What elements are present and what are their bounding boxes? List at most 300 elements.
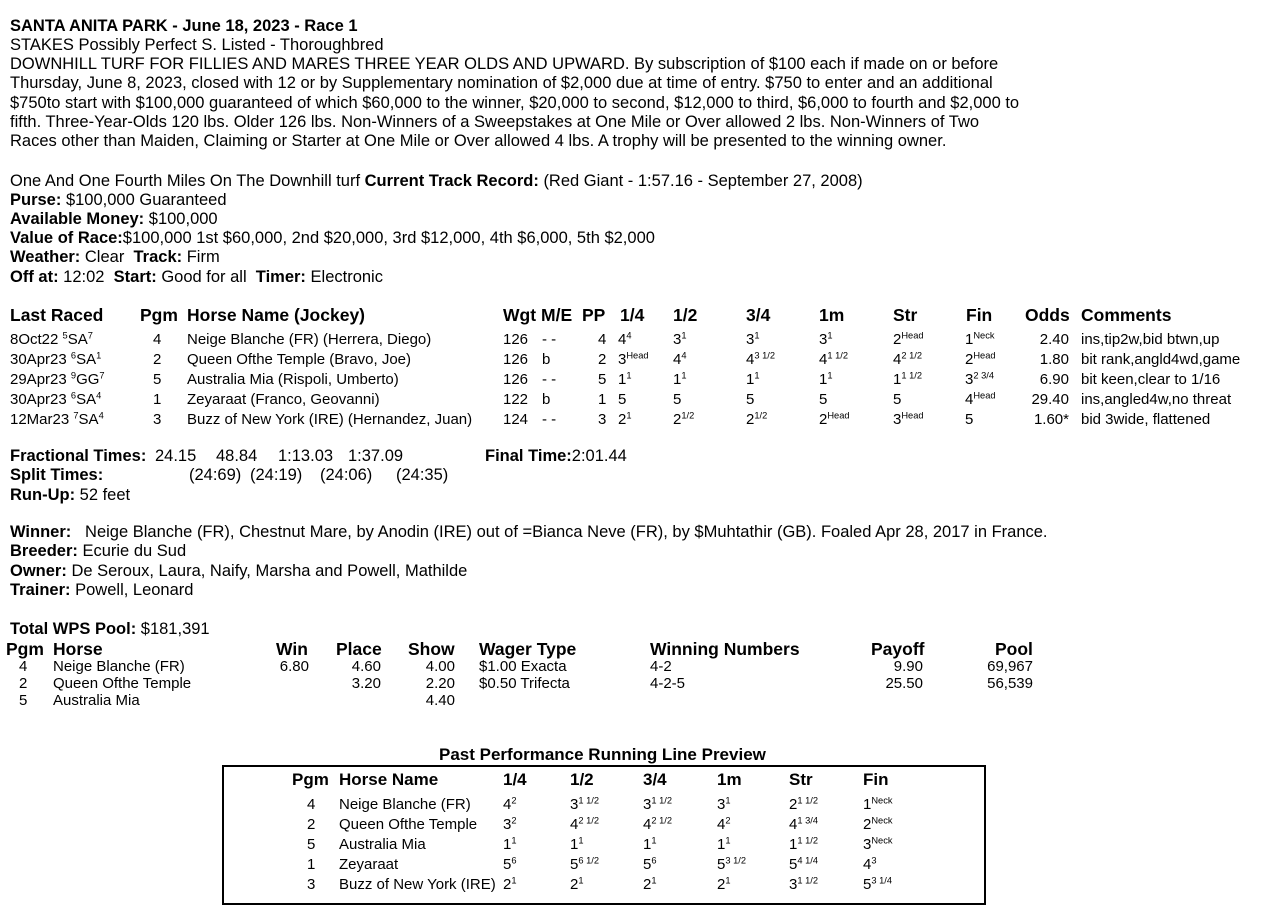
pp-finish-pos: 1 — [863, 796, 872, 813]
weather: Clear — [84, 248, 125, 266]
last-raced-track: SA — [78, 411, 99, 428]
weight: 126 — [503, 351, 529, 368]
last-raced — [10, 391, 101, 408]
pp-quarter — [503, 876, 517, 893]
call-mile-pos: 5 — [819, 391, 828, 408]
call-finish-margin: Head — [973, 350, 996, 361]
last-raced-date: 30Apr23 — [10, 351, 67, 368]
last-raced-track: SA — [76, 391, 97, 408]
last-raced-position: 7 — [99, 370, 105, 381]
final-time-label: Final Time: — [485, 447, 572, 465]
split-2: (24:19) — [250, 466, 303, 484]
wager-col-type: Wager Type — [479, 639, 577, 659]
call-finish-pos: 5 — [965, 411, 974, 428]
call-quarter-pos: 5 — [618, 391, 627, 408]
col-pp: PP — [582, 305, 606, 325]
call-quarter — [618, 411, 632, 428]
post-position: 1 — [598, 391, 607, 408]
col-three-quarter: 3/4 — [746, 305, 771, 325]
pp-three-quarter-margin: 6 — [651, 855, 657, 866]
pp-quarter-margin: 6 — [511, 855, 517, 866]
start: Good for all — [161, 268, 247, 286]
wps-show: 4.00 — [425, 658, 455, 675]
col-me: M/E — [541, 305, 573, 325]
call-finish — [965, 411, 973, 428]
call-mile-margin: 1 — [827, 330, 833, 341]
call-half-pos: 4 — [673, 351, 682, 368]
value-line — [10, 229, 655, 248]
last-raced — [10, 371, 105, 388]
trainer-line — [10, 581, 193, 600]
call-quarter — [618, 391, 626, 408]
payoff: 25.50 — [885, 675, 923, 692]
split-times — [10, 466, 103, 485]
pp-three-quarter — [643, 856, 657, 873]
trainer-label: Trainer: — [10, 581, 71, 599]
track-record-label: Current Track Record: — [364, 172, 539, 190]
call-finish — [965, 351, 996, 368]
pp-col-pgm: Pgm — [292, 770, 329, 789]
fractional-times — [10, 447, 146, 466]
pp-col-three-quarter: 3/4 — [643, 770, 667, 789]
wps-pgm: 5 — [19, 692, 28, 709]
call-finish-pos: 1 — [965, 331, 974, 348]
call-half — [673, 331, 687, 348]
pp-stretch-margin: 4 1/4 — [797, 855, 819, 866]
call-three-quarter — [746, 391, 754, 408]
call-three-quarter — [746, 411, 767, 428]
pool-line — [10, 620, 210, 639]
pp-quarter-margin: 1 — [511, 835, 517, 846]
pp-stretch-pos: 2 — [789, 796, 798, 813]
pp-mile — [717, 876, 731, 893]
pp-horse: Neige Blanche (FR) — [339, 796, 471, 813]
wps-win: 6.80 — [279, 658, 309, 675]
last-raced-date: 12Mar23 — [10, 411, 70, 428]
pp-quarter — [503, 836, 517, 853]
wps-horse: Neige Blanche (FR) — [53, 658, 185, 675]
split-3: (24:06) — [320, 466, 373, 484]
col-quarter: 1/4 — [620, 305, 645, 325]
pp-horse: Buzz of New York (IRE) — [339, 876, 496, 893]
call-finish-margin: Neck — [973, 330, 995, 341]
pp-half — [570, 816, 599, 833]
wager-col-pool: Pool — [995, 639, 1033, 659]
runup-line — [10, 486, 130, 505]
call-three-quarter-pos: 4 — [746, 351, 755, 368]
pp-stretch-margin: 1 3/4 — [797, 815, 819, 826]
pp-half-pos: 4 — [570, 816, 579, 833]
call-finish-pos: 4 — [965, 391, 974, 408]
pp-stretch-pos: 3 — [789, 876, 798, 893]
col-finish: Fin — [966, 305, 993, 325]
post-position: 4 — [598, 331, 607, 348]
race-subtitle: STAKES Possibly Perfect S. Listed - Thoroughbred — [10, 36, 384, 54]
col-comments: Comments — [1081, 305, 1172, 325]
col-pgm: Pgm — [140, 305, 178, 325]
pp-half — [570, 836, 584, 853]
call-half-margin: 1/2 — [681, 410, 695, 421]
call-half-pos: 5 — [673, 391, 682, 408]
pp-finish — [863, 856, 877, 873]
call-stretch-pos: 2 — [893, 331, 902, 348]
wps-place: 3.20 — [351, 675, 381, 692]
pp-title: Past Performance Running Line Preview — [439, 745, 766, 764]
pp-quarter — [503, 856, 517, 873]
pp-three-quarter — [643, 836, 657, 853]
last-raced-track: SA — [76, 351, 97, 368]
pp-mile — [717, 856, 746, 873]
last-raced — [10, 351, 101, 368]
wager-pool: 69,967 — [987, 658, 1033, 675]
call-stretch-margin: 1 1/2 — [901, 370, 923, 381]
wps-pgm: 4 — [19, 658, 28, 675]
fractional-label: Fractional Times: — [10, 447, 147, 465]
program-number: 2 — [153, 351, 162, 368]
call-finish-margin: 2 3/4 — [973, 370, 995, 381]
call-finish-pos: 3 — [965, 371, 974, 388]
pp-three-quarter-pos: 3 — [643, 796, 652, 813]
odds: 1.80 — [1039, 351, 1069, 368]
col-wgt: Wgt — [503, 305, 537, 325]
pp-pgm: 4 — [307, 796, 316, 813]
pp-mile — [717, 796, 731, 813]
owner-label: Owner: — [10, 562, 67, 580]
last-raced-position: 4 — [96, 390, 102, 401]
winner-line — [10, 523, 1048, 542]
pp-three-quarter-pos: 4 — [643, 816, 652, 833]
pp-half — [570, 876, 584, 893]
off-label: Off at: — [10, 268, 59, 286]
last-raced-position: 1 — [96, 350, 102, 361]
med-equip: b — [542, 391, 551, 408]
pp-finish — [863, 796, 893, 813]
pp-mile — [717, 816, 731, 833]
pp-finish-margin: 3 1/4 — [871, 875, 893, 886]
pp-horse: Australia Mia — [339, 836, 426, 853]
last-raced-date: 30Apr23 — [10, 391, 67, 408]
last-raced — [10, 411, 104, 428]
horse-jockey: Buzz of New York (IRE) (Hernandez, Juan) — [187, 411, 473, 428]
pp-mile-margin: 1 — [725, 795, 731, 806]
pp-mile-pos: 4 — [717, 816, 726, 833]
pp-mile-pos: 1 — [717, 836, 726, 853]
runup-label: Run-Up: — [10, 486, 76, 504]
pp-stretch — [789, 856, 818, 873]
pp-three-quarter — [643, 816, 672, 833]
wps-place: 4.60 — [351, 658, 381, 675]
fraction-4: 1:37.09 — [348, 447, 404, 465]
call-three-quarter-margin: 3 1/2 — [754, 350, 776, 361]
call-finish — [965, 391, 996, 408]
pp-half-pos: 1 — [570, 836, 579, 853]
pp-pgm: 1 — [307, 856, 316, 873]
pp-mile-margin: 1 — [725, 835, 731, 846]
winner-label: Winner: — [10, 523, 72, 541]
pp-half-pos: 3 — [570, 796, 579, 813]
comment: bit keen,clear to 1/16 — [1081, 371, 1221, 388]
last-raced-track: SA — [67, 331, 88, 348]
conditions-line — [10, 248, 220, 267]
call-finish-margin: Head — [973, 390, 996, 401]
purse-line — [10, 191, 227, 210]
pp-mile-margin: 1 — [725, 875, 731, 886]
pp-half-margin: 1 — [578, 875, 584, 886]
pool-label: Total WPS Pool: — [10, 620, 137, 638]
horse-jockey: Zeyaraat (Franco, Geovanni) — [187, 391, 380, 408]
weight: 124 — [503, 411, 529, 428]
col-half: 1/2 — [673, 305, 698, 325]
call-stretch — [893, 331, 924, 348]
pp-stretch-margin: 1 1/2 — [797, 875, 819, 886]
call-three-quarter-pos: 5 — [746, 391, 755, 408]
pp-half — [570, 856, 599, 873]
call-half-margin: 4 — [681, 350, 687, 361]
fraction-2: 48.84 — [216, 447, 258, 465]
available-money: $100,000 — [148, 210, 218, 228]
breeder: Ecurie du Sud — [82, 542, 187, 560]
odds: 2.40 — [1039, 331, 1069, 348]
pp-quarter-pos: 3 — [503, 816, 512, 833]
pp-three-quarter — [643, 796, 672, 813]
call-mile-margin: Head — [827, 410, 850, 421]
call-three-quarter-pos: 1 — [746, 371, 755, 388]
call-three-quarter — [746, 371, 760, 388]
horse-jockey: Australia Mia (Rispoli, Umberto) — [187, 371, 399, 388]
last-raced-position: 7 — [87, 330, 93, 341]
call-quarter-margin: 1 — [626, 370, 632, 381]
pp-half-pos: 2 — [570, 876, 579, 893]
call-three-quarter-margin: 1 — [754, 330, 760, 341]
owner-line — [10, 562, 467, 581]
program-number: 5 — [153, 371, 162, 388]
last-raced-date: 29Apr23 — [10, 371, 67, 388]
call-mile-margin: 1 — [827, 370, 833, 381]
split-label: Split Times: — [10, 466, 104, 484]
call-finish-pos: 2 — [965, 351, 974, 368]
wps-horse: Queen Ofthe Temple — [53, 675, 192, 692]
pp-quarter-margin: 2 — [511, 795, 517, 806]
pp-stretch-pos: 5 — [789, 856, 798, 873]
pp-col-half: 1/2 — [570, 770, 594, 789]
pp-pgm: 2 — [307, 816, 316, 833]
call-quarter — [618, 351, 649, 368]
horse-jockey: Queen Ofthe Temple (Bravo, Joe) — [187, 351, 412, 368]
pp-quarter — [503, 796, 517, 813]
pp-finish-margin: Neck — [871, 795, 893, 806]
col-mile: 1m — [819, 305, 845, 325]
pp-horse: Queen Ofthe Temple — [339, 816, 478, 833]
pp-quarter-margin: 2 — [511, 815, 517, 826]
weight: 126 — [503, 331, 529, 348]
available-money-label: Available Money: — [10, 210, 145, 228]
call-mile-pos: 3 — [819, 331, 828, 348]
pp-mile-margin: 2 — [725, 815, 731, 826]
call-three-quarter — [746, 351, 775, 368]
pp-half-margin: 6 1/2 — [578, 855, 600, 866]
pp-half-pos: 5 — [570, 856, 579, 873]
call-quarter-margin: Head — [626, 350, 649, 361]
wps-show: 4.40 — [425, 692, 455, 709]
post-position: 5 — [598, 371, 607, 388]
call-three-quarter-pos: 3 — [746, 331, 755, 348]
call-half — [673, 371, 687, 388]
wager-type: $1.00 Exacta — [479, 658, 567, 675]
pp-quarter-pos: 4 — [503, 796, 512, 813]
post-position: 2 — [598, 351, 607, 368]
breeder-line — [10, 542, 186, 561]
breeder-label: Breeder: — [10, 542, 78, 560]
fraction-1: 24.15 — [155, 447, 197, 465]
call-half-pos: 2 — [673, 411, 682, 428]
program-number: 1 — [153, 391, 162, 408]
pp-stretch — [789, 816, 818, 833]
call-mile — [819, 411, 850, 428]
call-stretch-pos: 3 — [893, 411, 902, 428]
pp-half-margin: 2 1/2 — [578, 815, 600, 826]
wager-col-place: Place — [336, 639, 382, 659]
odds: 6.90 — [1039, 371, 1069, 388]
call-half-margin: 1 — [681, 330, 687, 341]
wager-pool: 56,539 — [987, 675, 1033, 692]
wager-col-win: Win — [276, 639, 308, 659]
pp-three-quarter-margin: 1 — [651, 875, 657, 886]
pp-stretch-margin: 1 1/2 — [797, 835, 819, 846]
pp-three-quarter-margin: 1 — [651, 835, 657, 846]
value-label: Value of Race: — [10, 229, 123, 247]
start-line — [10, 268, 383, 287]
odds: 29.40 — [1031, 391, 1069, 408]
horse-jockey: Neige Blanche (FR) (Herrera, Diego) — [187, 331, 432, 348]
pp-finish-margin: Neck — [871, 835, 893, 846]
call-stretch-pos: 5 — [893, 391, 902, 408]
pp-stretch-margin: 1 1/2 — [797, 795, 819, 806]
call-half-margin: 1 — [681, 370, 687, 381]
track-condition: Firm — [186, 248, 220, 266]
pp-horse: Zeyaraat — [339, 856, 399, 873]
available-money-line — [10, 210, 218, 229]
call-three-quarter-margin: 1 — [754, 370, 760, 381]
call-stretch-pos: 4 — [893, 351, 902, 368]
pp-finish — [863, 816, 893, 833]
pp-stretch — [789, 876, 818, 893]
wager-col-horse: Horse — [53, 639, 103, 659]
split-1: (24:69) — [189, 466, 242, 484]
track-record: (Red Giant - 1:57.16 - September 27, 2008) — [543, 172, 863, 190]
pp-finish-margin: 3 — [871, 855, 877, 866]
pp-col-stretch: Str — [789, 770, 813, 789]
trainer: Powell, Leonard — [75, 581, 194, 599]
call-mile-margin: 1 1/2 — [827, 350, 849, 361]
wager-col-show: Show — [408, 639, 455, 659]
call-stretch — [893, 411, 924, 428]
comment: bit rank,angld4wd,game — [1081, 351, 1241, 368]
pp-stretch — [789, 796, 818, 813]
wager-type: $0.50 Trifecta — [479, 675, 570, 692]
purse-label: Purse: — [10, 191, 62, 209]
call-mile-pos: 2 — [819, 411, 828, 428]
pp-col-finish: Fin — [863, 770, 889, 789]
call-mile-pos: 4 — [819, 351, 828, 368]
call-three-quarter-margin: 1/2 — [754, 410, 768, 421]
med-equip: - - — [542, 411, 557, 428]
call-stretch-margin: Head — [901, 330, 924, 341]
program-number: 3 — [153, 411, 162, 428]
weight: 122 — [503, 391, 529, 408]
pp-quarter-pos: 5 — [503, 856, 512, 873]
timer: Electronic — [310, 268, 383, 286]
col-last-raced: Last Raced — [10, 305, 104, 325]
last-raced-track: GG — [76, 371, 100, 388]
pp-stretch-pos: 1 — [789, 836, 798, 853]
call-stretch — [893, 351, 922, 368]
call-quarter-pos: 2 — [618, 411, 627, 428]
comment: ins,angled4w,no threat — [1081, 391, 1232, 408]
pp-mile-pos: 2 — [717, 876, 726, 893]
pp-three-quarter-margin: 1 1/2 — [651, 795, 673, 806]
pp-finish-pos: 4 — [863, 856, 872, 873]
pp-col-horse: Horse Name — [339, 770, 439, 789]
race-conditions: DOWNHILL TURF FOR FILLIES AND MARES THREE YEAR OLDS AND UPWARD. By subscription of $100 each if made on or before Thursday, June 8, 2023, closed with 12 or by Supplementary nomination of $2,000 due at time of entry. $750 to enter and an additional $750to start with $100,000 guaranteed of which $60,000 to the winner, $20,000 to second, $12,000 to third, $6,000 to fourth and $2,000 to fifth. Three-Year-Olds 120 lbs. Older 126 lbs. Non-Winners of a Sweepstakes at One Mile or Over allowed 2 lbs. Non-Winners of Two Races other than Maiden, Claiming or Starter at One Mile or Over allowed 4 lbs. A trophy will be presented to the winning owner. — [10, 55, 1020, 151]
call-mile — [819, 331, 833, 348]
med-equip: - - — [542, 331, 557, 348]
winning-numbers: 4-2-5 — [650, 675, 686, 692]
pp-three-quarter-margin: 2 1/2 — [651, 815, 673, 826]
pp-finish — [863, 836, 893, 853]
call-quarter-pos: 3 — [618, 351, 627, 368]
pp-finish-pos: 2 — [863, 816, 872, 833]
distance: One And One Fourth Miles On The Downhill turf — [10, 172, 361, 190]
odds: 1.60* — [1033, 411, 1069, 428]
last-raced-race: 6 — [70, 350, 77, 361]
wager-col-payoff: Payoff — [871, 639, 925, 659]
owner: De Seroux, Laura, Naify, Marsha and Powell, Mathilde — [71, 562, 468, 580]
pp-stretch-pos: 4 — [789, 816, 798, 833]
program-number: 4 — [153, 331, 162, 348]
col-odds: Odds — [1025, 305, 1070, 325]
call-quarter-margin: 4 — [626, 330, 632, 341]
pp-pgm: 5 — [307, 836, 316, 853]
wps-show: 2.20 — [425, 675, 455, 692]
pp-half — [570, 796, 599, 813]
fraction-3: 1:13.03 — [278, 447, 334, 465]
distance-line — [10, 172, 863, 191]
pp-three-quarter-pos: 2 — [643, 876, 652, 893]
comment: bid 3wide, flattened — [1081, 411, 1211, 428]
pp-finish-margin: Neck — [871, 815, 893, 826]
pp-pgm: 3 — [307, 876, 316, 893]
call-stretch-margin: 2 1/2 — [901, 350, 923, 361]
comment: ins,tip2w,bid btwn,up — [1081, 331, 1220, 348]
wps-horse: Australia Mia — [53, 692, 140, 709]
call-quarter-pos: 4 — [618, 331, 627, 348]
med-equip: b — [542, 351, 551, 368]
wager-col-numbers: Winning Numbers — [650, 639, 800, 659]
pp-half-margin: 1 1/2 — [578, 795, 600, 806]
last-raced-date: 8Oct22 — [10, 331, 59, 348]
pp-mile-pos: 5 — [717, 856, 726, 873]
last-raced-race: 5 — [62, 330, 68, 341]
call-stretch — [893, 391, 901, 408]
pool-total: $181,391 — [140, 620, 210, 638]
call-quarter-pos: 1 — [618, 371, 627, 388]
call-three-quarter — [746, 331, 760, 348]
last-raced — [10, 331, 93, 348]
pp-half-margin: 1 — [578, 835, 584, 846]
call-half — [673, 351, 687, 368]
payoff: 9.90 — [893, 658, 923, 675]
wps-pgm: 2 — [19, 675, 28, 692]
